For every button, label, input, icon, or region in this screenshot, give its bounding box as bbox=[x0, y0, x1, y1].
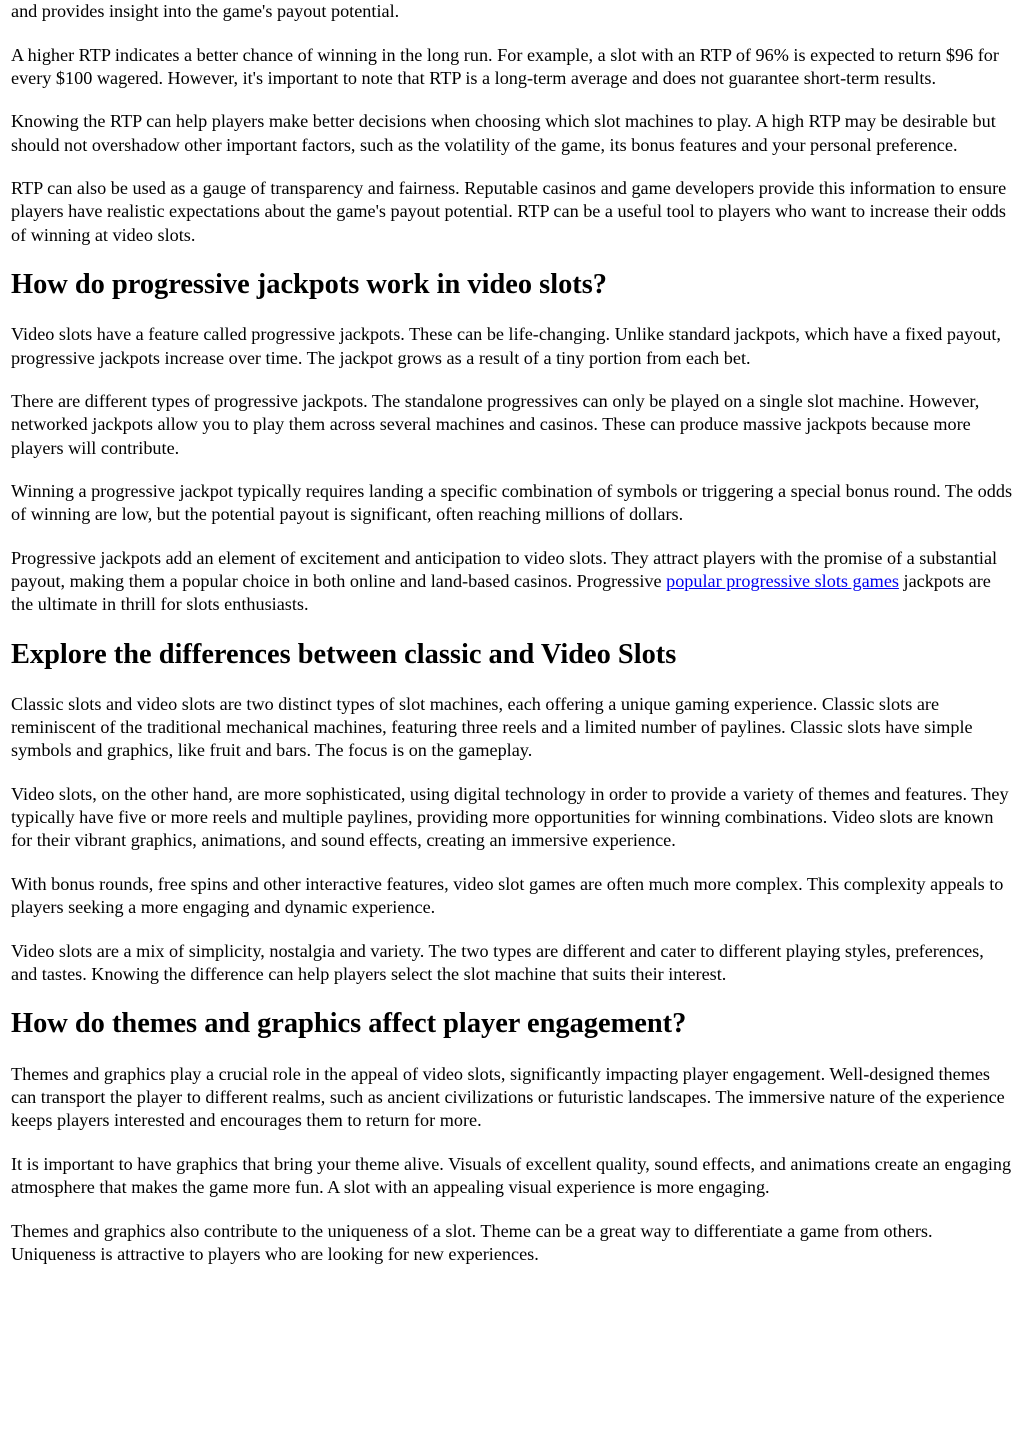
paragraph-intro-continuation: and provides insight into the game's payout potential. bbox=[11, 1, 400, 21]
paragraph-progressive-excitement-text: Progressive jackpots add an element of excitement and anticipation to video slots. They attract players with the promise of a substantial payout, making them a popular choice in both online and land-based casinos. Progressive bbox=[11, 547, 998, 592]
paragraph-rtp-transparency: RTP can also be used as a gauge of transparency and fairness. Reputable casinos and game developers provide this information to ensure players have realistic expectations about the game's payout potential. RTP can be a useful tool to players who want to increase their odds of winning at video slots. bbox=[11, 178, 1007, 245]
paragraph-themes-graphics: It is important to have graphics that bring your theme alive. Visuals of excellent quality, sound effects, and animations create an engaging atmosphere that makes the game more fun. A slot with an appealing visual experience is more engaging. bbox=[11, 1153, 1012, 1197]
paragraph-classic-intro: Classic slots and video slots are two distinct types of slot machines, each offering a unique gaming experience. Classic slots are reminiscent of the traditional mechanical machines, featuring three reels and a limited number of paylines. Classic slots have simple symbols and graphics, like fruit and bars. The focus is on the gameplay. bbox=[11, 694, 973, 761]
paragraph-video-complexity: With bonus rounds, free spins and other interactive features, video slot games are often much more complex. This complexity appeals to players seeking a more engaging and dynamic experience. bbox=[11, 874, 1004, 918]
paragraph-progressive-winning: Winning a progressive jackpot typically requires landing a specific combination of symbols or triggering a special bonus round. The odds of winning are low, but the potential payout is significant, often reaching millions of dollars. bbox=[11, 481, 1013, 525]
paragraph-themes-role: Themes and graphics play a crucial role in the appeal of video slots, significantly impacting player engagement. Well-designed themes can transport the player to different realms, such as ancient civilizations or futuristic landscapes. The immersive nature of the experience keeps players interested and encourages them to return for more. bbox=[11, 1063, 1005, 1131]
heading-themes-graphics: How do themes and graphics affect player engagement? bbox=[11, 1008, 687, 1040]
paragraph-video-mix: Video slots are a mix of simplicity, nostalgia and variety. The two types are different and cater to different playing styles, preferences, and tastes. Knowing the difference can help players select the slot machine that suits their interest. bbox=[11, 940, 984, 984]
paragraph-progressive-excitement bbox=[11, 547, 1014, 617]
paragraph-rtp-higher: A higher RTP indicates a better chance of winning in the long run. For example, a slot with an RTP of 96% is expected to return $96 for every $100 wagered. However, it's important to note that RTP is a long-term average and does not guarantee short-term results. bbox=[11, 44, 999, 88]
heading-progressive-jackpots: How do progressive jackpots work in video slots? bbox=[11, 268, 607, 300]
paragraph-themes-uniqueness: Themes and graphics also contribute to the uniqueness of a slot. Theme can be a great way to differentiate a game from others. Uniqueness is attractive to players who are looking for new experiences. bbox=[11, 1220, 933, 1264]
paragraph-rtp-knowing: Knowing the RTP can help players make better decisions when choosing which slot machines to play. A high RTP may be desirable but should not overshadow other important factors, such as the volatility of the game, its bonus features and your personal preference. bbox=[11, 111, 996, 155]
article-body bbox=[11, 0, 1014, 1286]
paragraph-progressive-excitement-tail: jackpots are the ultimate in thrill for slots enthusiasts. bbox=[11, 571, 991, 615]
popular-progressive-slots-link[interactable]: popular progressive slots games bbox=[666, 571, 899, 592]
heading-classic-vs-video: Explore the differences between classic and Video Slots bbox=[11, 638, 677, 670]
paragraph-progressive-feature: Video slots have a feature called progressive jackpots. These can be life-changing. Unlike standard jackpots, which have a fixed payout, progressive jackpots increase over time. The jackpot grows as a result of a tiny portion from each bet. bbox=[11, 324, 1001, 368]
paragraph-progressive-types: There are different types of progressive jackpots. The standalone progressives can only be played on a single slot machine. However, networked jackpots allow you to play them across several machines and casinos. These can produce massive jackpots because more players will contribute. bbox=[11, 391, 980, 458]
paragraph-video-sophisticated: Video slots, on the other hand, are more sophisticated, using digital technology in order to provide a variety of themes and features. They typically have five or more reels and multiple paylines, providing more opportunities for winning combinations. Video slots are known for their vibrant graphics, animations, and sound effects, creating an immersive experience. bbox=[11, 784, 1009, 851]
